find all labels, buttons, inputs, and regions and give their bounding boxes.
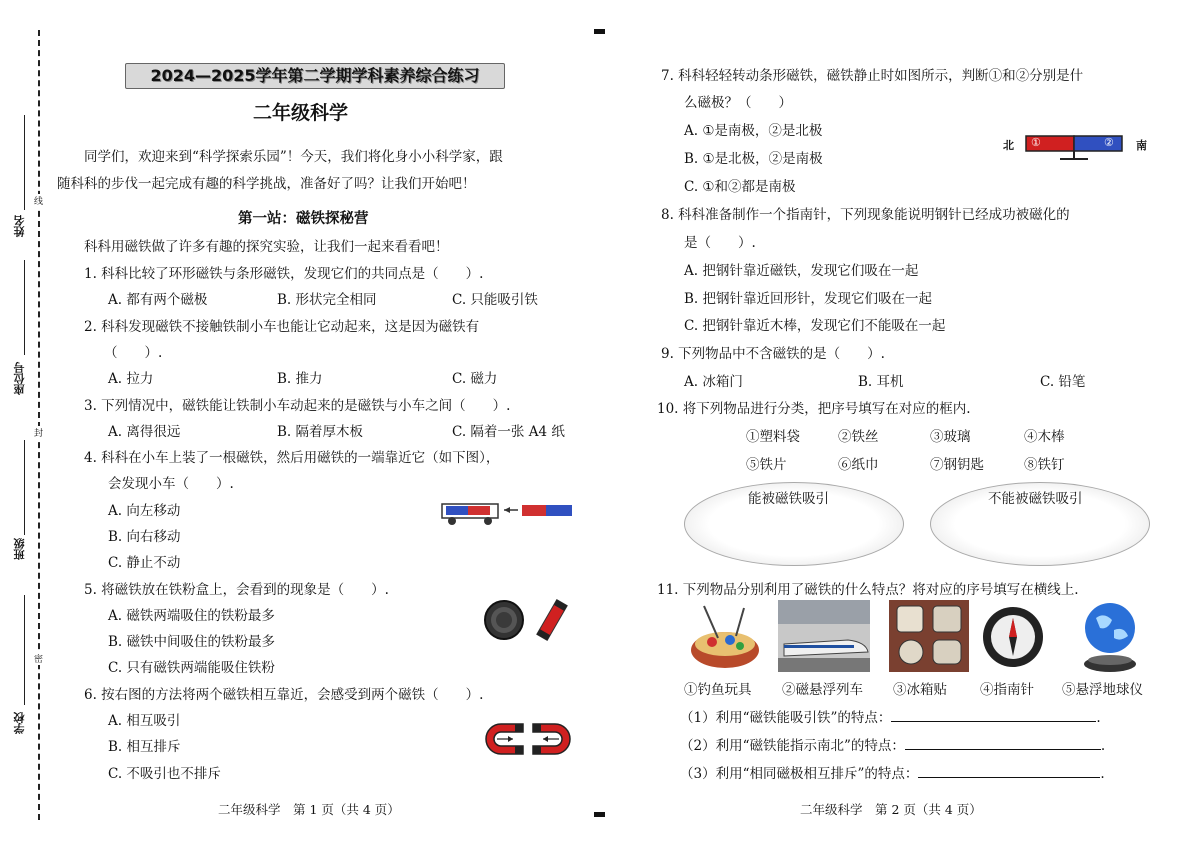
- q11-blank-3[interactable]: [918, 765, 1100, 778]
- q3-option-b: B. 隔着厚木板: [277, 424, 364, 440]
- q10-item-4: ④木棒: [1024, 429, 1065, 445]
- page-title: 二年级科学: [253, 102, 349, 124]
- q11-fill-2-prompt: （2）利用“磁铁能指示南北”的特点：: [680, 738, 905, 754]
- q5-text: 5. 将磁铁放在铁粉盒上，会看到的现象是（ ）.: [84, 582, 389, 598]
- q4-option-b: B. 向右移动: [108, 529, 181, 545]
- q11-blank-2[interactable]: [905, 737, 1101, 750]
- q10-item-6: ⑥纸巾: [838, 457, 879, 473]
- q11-fill-1-end: .: [1096, 710, 1101, 726]
- q3-option-a: A. 离得很远: [108, 424, 181, 440]
- q11-fill-1-prompt: （1）利用“磁铁能吸引铁”的特点：: [680, 710, 892, 726]
- not-attracted-box-label: 不能被磁铁吸引: [988, 491, 1083, 507]
- q11-label-3: ③冰箱贴: [893, 682, 947, 698]
- q11-fill-2: [680, 734, 1105, 754]
- q11-fill-1: [680, 706, 1101, 726]
- attracted-box-label: 能被磁铁吸引: [748, 491, 829, 507]
- q8-option-b: B. 把钢针靠近回形针，发现它们吸在一起: [684, 291, 933, 307]
- q10-item-5: ⑤铁片: [746, 457, 787, 473]
- q11-label-2: ②磁悬浮列车: [782, 682, 863, 698]
- scan-mark-bottom: [594, 812, 605, 817]
- q10-text: 10. 将下列物品进行分类，把序号填写在对应的框内.: [657, 401, 971, 417]
- u-magnets-figure: [483, 720, 573, 758]
- q2-option-a: A. 拉力: [108, 371, 154, 387]
- q4-text-2: 会发现小车（ ）.: [108, 476, 234, 492]
- q4-text: 4. 科科在小车上装了一根磁铁，然后用磁铁的一端靠近它（如下图），: [84, 450, 500, 466]
- q5-option-c: C. 只有磁铁两端能吸住铁粉: [108, 660, 275, 676]
- exam-banner: 2024—2025学年第二学期学科素养综合练习: [125, 63, 505, 89]
- q2-text: 2. 科科发现磁铁不接触铁制小车也能让它动起来，这是因为磁铁有: [84, 319, 480, 335]
- north-label: 北: [1003, 139, 1014, 152]
- q11-label-4: ④指南针: [980, 682, 1034, 698]
- q1-option-c: C. 只能吸引铁: [452, 292, 538, 308]
- class-label: 班级: [13, 538, 26, 560]
- q9-option-a: A. 冰箱门: [684, 374, 743, 390]
- q8-option-c: C. 把钢针靠近木棒，发现它们不能吸在一起: [684, 318, 946, 334]
- q2-text-2: （ ）.: [104, 345, 163, 361]
- margin-mark-secret: 密: [34, 652, 43, 665]
- school-write-line: [24, 595, 25, 705]
- seat-write-line: [24, 260, 25, 355]
- q11-label-5: ⑤悬浮地球仪: [1062, 682, 1143, 698]
- car-magnet-figure: [440, 498, 575, 528]
- section-lead: 科科用磁铁做了许多有趣的探究实验，让我们一起来看看吧！: [84, 239, 449, 255]
- iron-powder-figure: [480, 596, 580, 644]
- q9-option-c: C. 铅笔: [1040, 374, 1086, 390]
- q7-text: 7. 科科轻轻转动条形磁铁，磁铁静止时如图所示，判断①和②分别是什: [661, 68, 1084, 84]
- q7-text-2: 么磁极？（ ）: [684, 95, 792, 111]
- q3-text: 3. 下列情况中，磁铁能让铁制小车动起来的是磁铁与小车之间（ ）.: [84, 398, 511, 414]
- margin-mark-seal: 封: [34, 426, 43, 439]
- q8-text: 8. 科科准备制作一个指南针，下列现象能说明钢针已经成功被磁化的: [661, 207, 1070, 223]
- margin-mark-line: 线: [34, 194, 43, 207]
- q11-fill-3-prompt: （3）利用“相同磁极相互排斥”的特点：: [680, 766, 919, 782]
- name-write-line: [24, 115, 25, 210]
- q1-option-b: B. 形状完全相同: [277, 292, 377, 308]
- fridge-magnets-image: [889, 600, 969, 672]
- q11-fill-3-end: .: [1100, 766, 1105, 782]
- school-label: 学校: [13, 712, 26, 734]
- q4-option-a: A. 向左移动: [108, 503, 181, 519]
- scan-mark-top: [594, 29, 605, 34]
- q11-text: 11. 下列物品分别利用了磁铁的什么特点？将对应的序号填写在横线上.: [657, 582, 1079, 598]
- q11-fill-2-end: .: [1100, 738, 1106, 754]
- q4-option-c: C. 静止不动: [108, 555, 181, 571]
- q9-option-b: B. 耳机: [858, 374, 904, 390]
- q3-option-c: C. 隔着一张 A4 纸: [452, 424, 565, 440]
- maglev-train-image: [778, 600, 870, 672]
- q6-option-a: A. 相互吸引: [108, 713, 181, 729]
- binding-dashed-line: [38, 30, 40, 820]
- q11-blank-1[interactable]: [891, 709, 1096, 722]
- footer-page-1: 二年级科学 第 1 页（共 4 页）: [218, 802, 400, 817]
- pole-1-label: ①: [1031, 136, 1041, 149]
- q11-label-1: ①钓鱼玩具: [684, 682, 752, 698]
- section-title: 第一站：磁铁探秘营: [238, 211, 369, 227]
- q2-option-b: B. 推力: [277, 371, 323, 387]
- q8-text-2: 是（ ）.: [684, 235, 756, 251]
- pole-2-label: ②: [1104, 136, 1114, 149]
- q8-option-a: A. 把钢针靠近磁铁，发现它们吸在一起: [684, 263, 919, 279]
- intro-line-1: 同学们，欢迎来到“科学探索乐园”！今天，我们将化身小小科学家，跟: [84, 149, 503, 165]
- q2-option-c: C. 磁力: [452, 371, 498, 387]
- q6-option-c: C. 不吸引也不排斥: [108, 766, 221, 782]
- q5-option-b: B. 磁铁中间吸住的铁粉最多: [108, 634, 276, 650]
- footer-page-2: 二年级科学 第 2 页（共 4 页）: [800, 802, 982, 817]
- q9-text: 9. 下列物品中不含磁铁的是（ ）.: [661, 346, 885, 362]
- q1-option-a: A. 都有两个磁极: [108, 292, 208, 308]
- intro-line-2: 随科科的步伐一起完成有趣的科学挑战，准备好了吗？让我们开始吧！: [57, 176, 476, 192]
- q5-option-a: A. 磁铁两端吸住的铁粉最多: [108, 608, 275, 624]
- q7-option-a: A. ①是南极，②是北极: [684, 123, 823, 139]
- q6-option-b: B. 相互排斥: [108, 739, 181, 755]
- q10-item-2: ②铁丝: [838, 429, 879, 445]
- compass-image: [980, 604, 1046, 670]
- class-write-line: [24, 440, 25, 535]
- seat-label: 座位号: [13, 362, 26, 395]
- floating-globe-image: [1074, 600, 1146, 674]
- q6-text: 6. 按右图的方法将两个磁铁相互靠近，会感受到两个磁铁（ ）.: [84, 687, 484, 703]
- q10-item-7: ⑦钢钥匙: [930, 457, 984, 473]
- q10-item-3: ③玻璃: [930, 429, 971, 445]
- q7-option-c: C. ①和②都是南极: [684, 179, 796, 195]
- name-label: 姓名: [13, 215, 26, 237]
- south-label: 南: [1136, 139, 1147, 152]
- q7-option-b: B. ①是北极，②是南极: [684, 151, 823, 167]
- q11-fill-3: [680, 762, 1105, 782]
- q10-item-1: ①塑料袋: [746, 429, 800, 445]
- q10-item-8: ⑧铁钉: [1024, 457, 1065, 473]
- q1-text: 1. 科科比较了环形磁铁与条形磁铁，发现它们的共同点是（ ）.: [84, 266, 484, 282]
- fishing-toy-image: [684, 602, 766, 672]
